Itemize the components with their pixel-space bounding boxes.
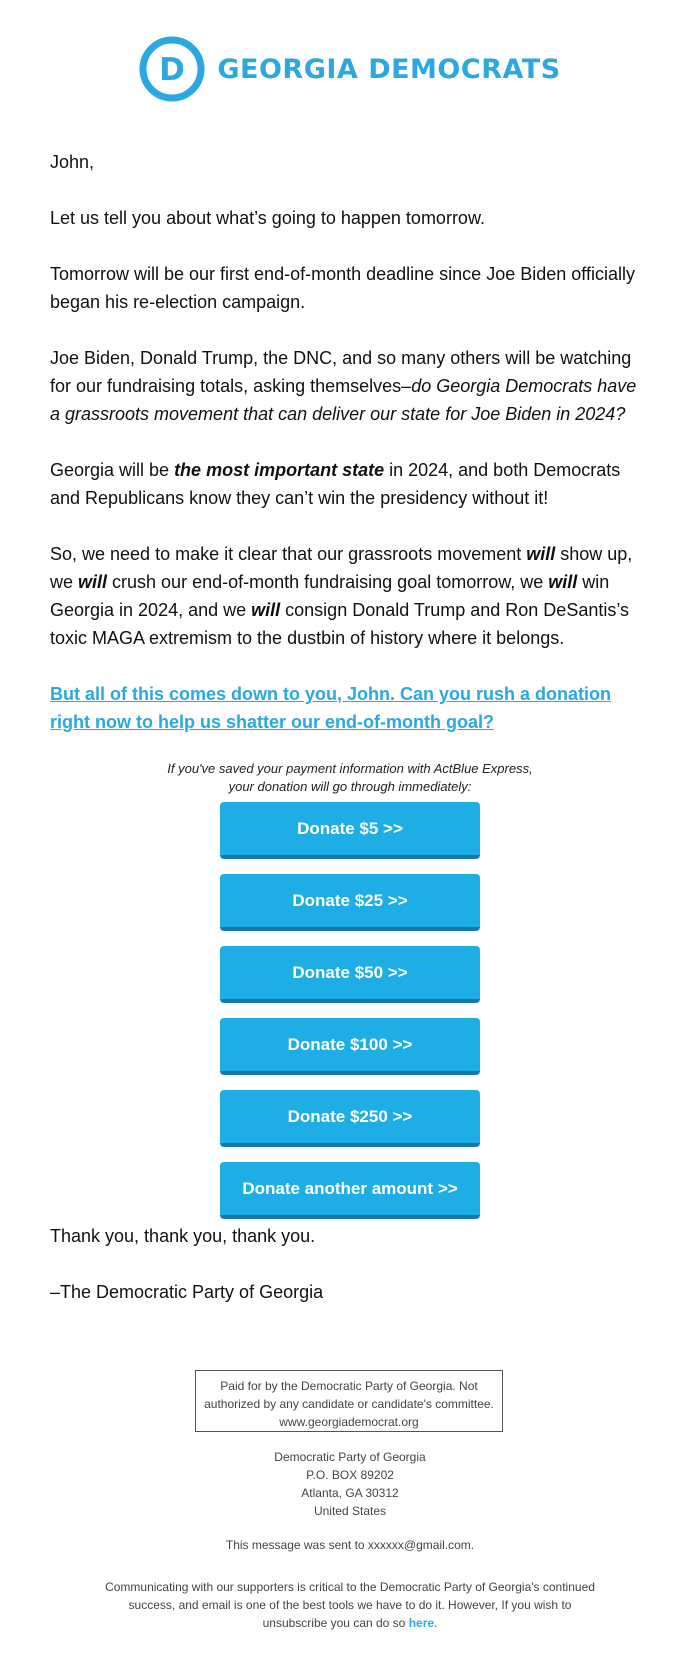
unsubscribe-line-3 bbox=[95, 1614, 605, 1632]
donate-button-list bbox=[220, 802, 480, 1234]
disclaimer-line-1: Paid for by the Democratic Party of Georgia. Not bbox=[220, 1379, 478, 1393]
express-note-line-2: your donation will go through immediately: bbox=[228, 779, 472, 794]
address-line: Democratic Party of Georgia bbox=[274, 1450, 426, 1464]
paragraph-5-text-c: crush our end-of-month fundraising goal tomorrow, we bbox=[107, 572, 549, 592]
donate-50-button[interactable]: Donate $50 >> bbox=[220, 946, 480, 1003]
unsubscribe-period: . bbox=[434, 1616, 438, 1630]
unsubscribe-line-1: Communicating with our supporters is critical to the Democratic Party of Georgia's continued bbox=[105, 1580, 595, 1594]
logo-letter: D bbox=[159, 52, 186, 88]
unsubscribe-notice bbox=[95, 1578, 605, 1632]
paragraph-4-text-a: Georgia will be bbox=[50, 460, 175, 480]
donate-100-button[interactable]: Donate $100 >> bbox=[220, 1018, 480, 1075]
donate-25-button[interactable]: Donate $25 >> bbox=[220, 874, 480, 931]
paragraph-3-italic: do Georgia Democrats have a grassroots movement that can deliver our state for Joe Biden in 2024? bbox=[50, 376, 637, 424]
thank-you-text: Thank you, thank you, thank you. bbox=[50, 1226, 316, 1246]
unsubscribe-text: unsubscribe you can do so bbox=[262, 1616, 409, 1630]
paragraph-5 bbox=[50, 540, 650, 652]
democrats-d-logo-icon bbox=[139, 36, 205, 102]
sent-to-notice: This message was sent to xxxxxx@gmail.com. bbox=[225, 1538, 475, 1552]
will-emphasis: will bbox=[78, 572, 108, 592]
paragraph-5-text-a: So, we need to make it clear that our grassroots movement bbox=[50, 544, 527, 564]
paragraph-3-text: Joe Biden, Donald Trump, the DNC, and so many others will be watching for our fundraising totals, asking themselves– bbox=[50, 348, 632, 396]
will-emphasis: will bbox=[526, 544, 556, 564]
address-line: P.O. BOX 89202 bbox=[306, 1468, 394, 1482]
donate-5-button[interactable]: Donate $5 >> bbox=[220, 802, 480, 859]
paragraph-5-text-d: win Georgia in 2024, and we bbox=[50, 572, 610, 620]
address-line: United States bbox=[313, 1504, 387, 1518]
paragraph-3 bbox=[50, 344, 650, 428]
mailing-address bbox=[0, 1448, 700, 1520]
express-note-line-1: If you've saved your payment information with ActBlue Express, bbox=[167, 761, 533, 776]
header-logo[interactable] bbox=[0, 34, 700, 104]
disclaimer-line-2: authorized by any candidate or candidate's committee. bbox=[204, 1397, 494, 1411]
paid-for-disclaimer bbox=[195, 1370, 503, 1432]
email-body bbox=[50, 148, 650, 736]
paragraph-4-emphasis: the most important state bbox=[174, 460, 385, 480]
actblue-express-note bbox=[50, 760, 650, 796]
signature: –The Democratic Party of Georgia bbox=[50, 1282, 324, 1302]
org-name: GEORGIA DEMOCRATS bbox=[217, 53, 561, 85]
will-emphasis: will bbox=[548, 572, 578, 592]
unsubscribe-line-2: success, and email is one of the best tools we have to do it. However, If you wish to bbox=[128, 1598, 572, 1612]
address-line: Atlanta, GA 30312 bbox=[301, 1486, 399, 1500]
paragraph-4-text-b: in 2024, and both Democrats and Republicans know they can’t win the presidency without it! bbox=[50, 460, 621, 508]
donate-250-button[interactable]: Donate $250 >> bbox=[220, 1090, 480, 1147]
disclaimer-website: www.georgiademocrat.org bbox=[279, 1415, 419, 1429]
will-emphasis: will bbox=[251, 600, 281, 620]
donate-other-amount-button[interactable]: Donate another amount >> bbox=[220, 1162, 480, 1219]
paragraph-5-text-e: consign Donald Trump and Ron DeSantis’s toxic MAGA extremism to the dustbin of history where it belongs. bbox=[50, 600, 630, 648]
paragraph-2: Tomorrow will be our first end-of-month deadline since Joe Biden officially began his re-election campaign. bbox=[50, 264, 635, 312]
closing bbox=[50, 1222, 650, 1334]
donation-cta-link[interactable]: But all of this comes down to you, John. Can you rush a donation right now to help us shatter our end-of-month goal? bbox=[50, 684, 612, 732]
paragraph-4 bbox=[50, 456, 650, 512]
greeting: John, bbox=[50, 152, 95, 172]
paragraph-5-text-b: show up, we bbox=[50, 544, 633, 592]
paragraph-1: Let us tell you about what’s going to happen tomorrow. bbox=[50, 208, 485, 228]
unsubscribe-link[interactable]: here bbox=[408, 1616, 435, 1630]
